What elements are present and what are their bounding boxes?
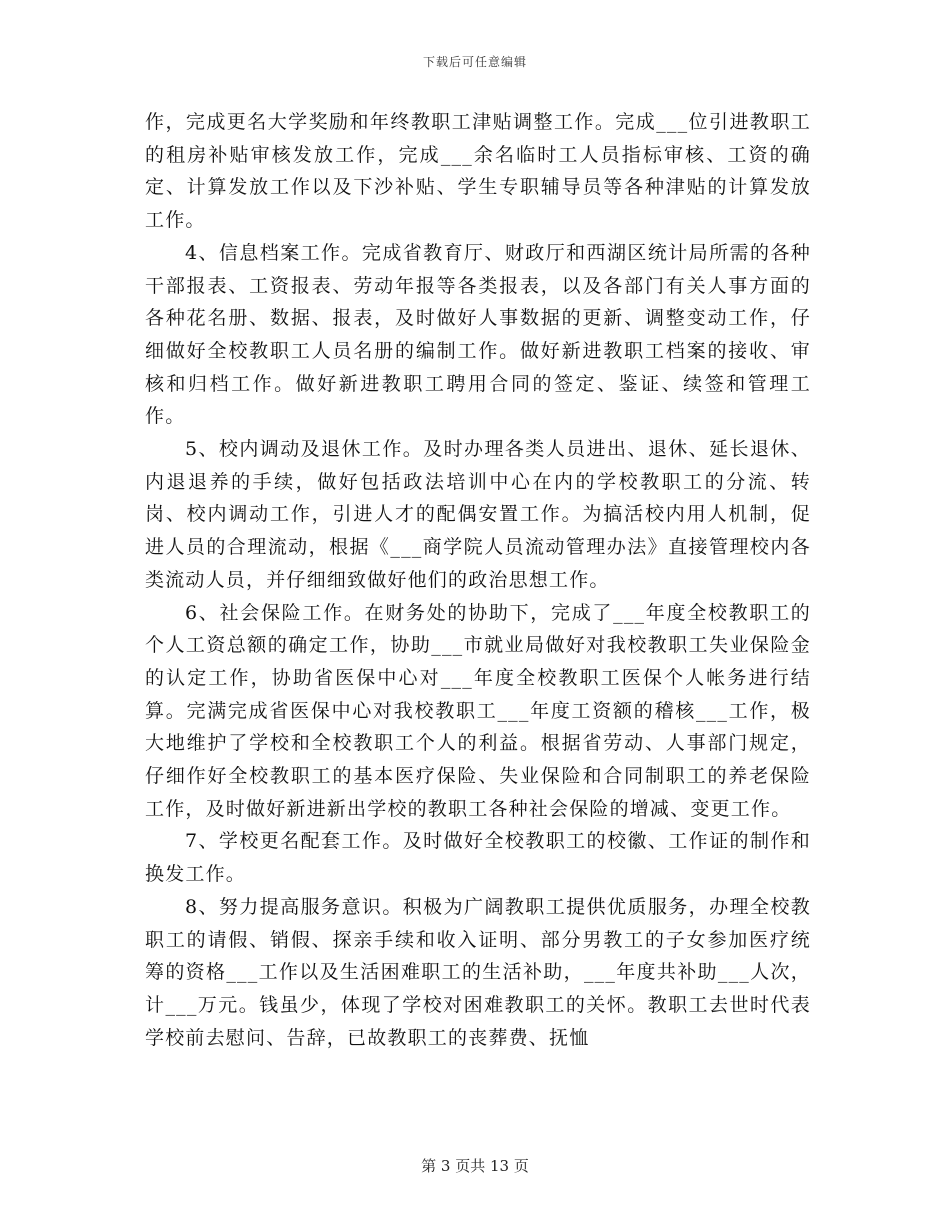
paragraph-transfer-retirement: 5、校内调动及退休工作。及时办理各类人员进出、退休、延长退休、内退退养的手续，做好包括政法培训中心在内的学校教职工的分流、转岗、校内调动工作，引进人才的配偶安置工作。为搞活校内用人机制，促进人员的合理流动，根据《___商学院人员流动管理办法》直接管理校内各类流动人员，并仔细细致做好他们的政治思想工作。 bbox=[145, 438, 811, 591]
paragraph-service-awareness: 8、努力提高服务意识。积极为广阔教职工提供优质服务，办理全校教职工的请假、销假、探亲手续和收入证明、部分男教工的子女参加医疗统筹的资格___工作以及生活困难职工的生活补助，___年度共补助___人次，计___万元。钱虽少，体现了学校对困难教职工的关怀。教职工去世时代表学校前去慰问、告辞，已故教职工的丧葬费、抚恤 bbox=[145, 895, 811, 1049]
paragraph-social-insurance: 6、社会保险工作。在财务处的协助下，完成了___年度全校教职工的个人工资总额的确定工作，协助___市就业局做好对我校教职工失业保险金的认定工作，协助省医保中心对___年度全校教职工医保个人帐务进行结算。完满完成省医保中心对我校教职工___年度工资额的稽核___工作，极大地维护了学校和全校教职工个人的利益。根据省劳动、人事部门规定，仔细作好全校教职工的基本医疗保险、失业保险和合同制职工的养老保险工作，及时做好新进新出学校的教职工各种社会保险的增减、变更工作。 bbox=[145, 601, 811, 820]
page-number: 第 3 页共 13 页 bbox=[421, 1157, 529, 1175]
paragraph-salary-continuation: 作，完成更名大学奖励和年终教职工津贴调整工作。完成___位引进教职工的租房补贴审核发放工作，完成___余名临时工人员指标审核、工资的确定、计算发放工作以及下沙补贴、学生专职辅导员等各种津贴的计算发放工作。 bbox=[145, 111, 811, 232]
paragraph-info-archives: 4、信息档案工作。完成省教育厅、财政厅和西湖区统计局所需的各种干部报表、工资报表、劳动年报等各类报表，以及各部门有关人事方面的各种花名册、数据、报表，及时做好人事数据的更新、调整变动工作，仔细做好全校教职工人员名册的编制工作。做好新进教职工档案的接收、审核和归档工作。做好新进教职工聘用合同的签定、鉴证、续签和管理工作。 bbox=[145, 241, 811, 428]
paragraph-renaming-work: 7、学校更名配套工作。及时做好全校教职工的校徽、工作证的制作和换发工作。 bbox=[145, 830, 811, 886]
document-body bbox=[145, 106, 811, 1054]
download-note: 下载后可任意编辑 bbox=[422, 55, 527, 69]
